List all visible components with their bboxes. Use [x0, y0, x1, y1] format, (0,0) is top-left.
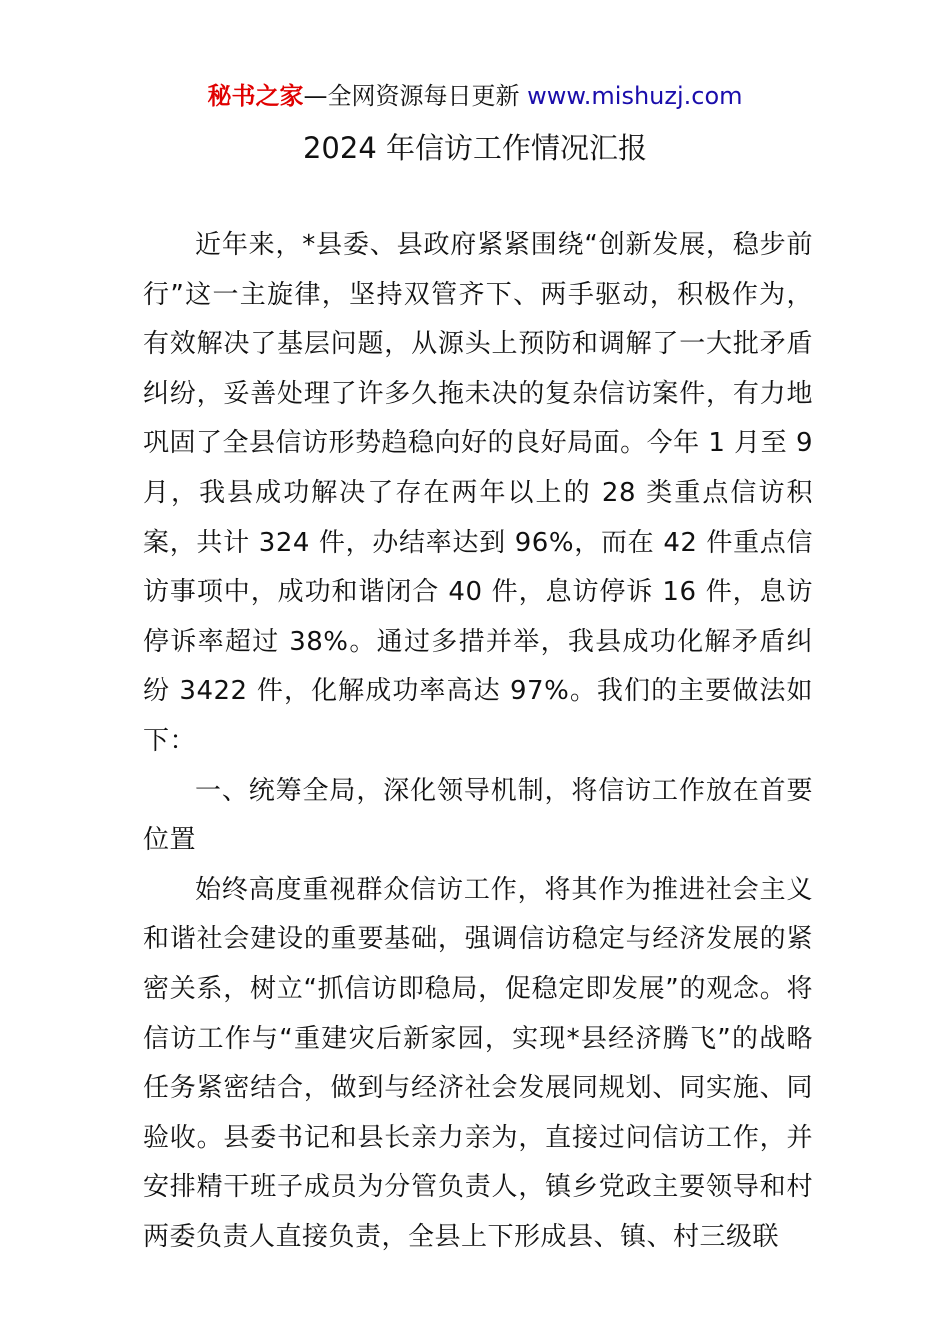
section-heading: 一、统筹全局，深化领导机制，将信访工作放在首要位置: [143, 775, 813, 856]
brand-name: 秘书之家: [207, 82, 304, 110]
site-header: [0, 80, 950, 112]
body-paragraph: 近年来，*县委、县政府紧紧围绕“创新发展，稳步前行”这一主旋律，坚持双管齐下、两手驱动，积极作为，有效解决了基层问题，从源头上预防和调解了一大批矛盾纠纷，妥善处理了许多久拖未决的复杂信访案件，有力地巩固了全县信访形势趋稳向好的良好局面。今年 1 月至 9 月，我县成功解决了存在两年以上的 28 类重点信访积案，共计 324 件，办结率达到 96%，而在 42 件重点信访事项中，成功和谐闭合 40 件，息访停诉 16 件，息访停诉率超过 38%。通过多措并举，我县成功化解矛盾纠纷 3422 件，化解成功率高达 97%。我们的主要做法如下：: [143, 230, 813, 756]
header-tagline: —全网资源每日更新: [303, 82, 520, 110]
site-url-link[interactable]: www.mishuzj.com: [527, 82, 743, 110]
document-body: [143, 221, 813, 1262]
document-title: 2024 年信访工作情况汇报: [302, 131, 648, 165]
body-paragraph: 始终高度重视群众信访工作，将其作为推进社会主义和谐社会建设的重要基础，强调信访稳定与经济发展的紧密关系，树立“抓信访即稳局，促稳定即发展”的观念。将信访工作与“重建灾后新家园，实现*县经济腾飞”的战略任务紧密结合，做到与经济社会发展同规划、同实施、同验收。县委书记和县长亲力亲为，直接过问信访工作，并安排精干班子成员为分管负责人，镇乡党政主要领导和村两委负责人直接负责，全县上下形成县、镇、村三级联: [143, 874, 813, 1252]
